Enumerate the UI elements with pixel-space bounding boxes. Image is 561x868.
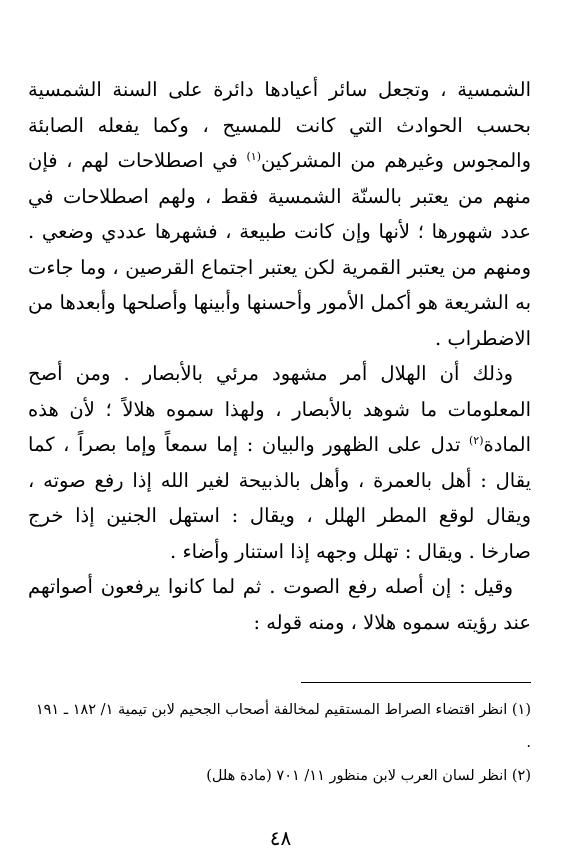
footnote-2: (٢) انظر لسان العرب لابن منظور ١١/ ٧٠١ (مادة هلل): [206, 768, 531, 784]
page-number: ٤٨: [269, 826, 292, 850]
paragraph-2: [28, 356, 531, 569]
paragraph-2-continued: تدل على الظهور والبيان : إما سمعاً وإما بصراً ، كما يقال : أهل بالعمرة ، وأهل بالذبيحة لغير الله إذا رفع صوته ، ويقال لوقع المطر الهلل ، ويقال : استهل الجنين إذا خرج صارخا . ويقال : تهلل وجهه إذا استنار وأضاء .: [28, 433, 531, 563]
body-text: [28, 72, 531, 640]
footnote-1: (١) انظر اقتضاء الصراط المستقيم لمخالفة أصحاب الجحيم لابن تيمية ١/ ١٨٢ ـ ١٩١ .: [35, 702, 531, 751]
footnotes: [28, 694, 531, 793]
paragraph-2-text: وذلك أن الهلال أمر مشهود مرئي بالأبصار . ومن أصح المعلومات ما شوهد بالأبصار ، ولهذا سموه هلالاً ؛ لأن هذه المادة: [28, 362, 531, 456]
main-text: [28, 72, 531, 640]
footnote-divider: [301, 682, 531, 683]
footnote-ref-2: (٢): [469, 434, 484, 447]
footnote-ref-1: (١): [246, 150, 261, 163]
paragraph-1-text: الشمسية ، وتجعل سائر أعيادها دائرة على السنة الشمسية بحسب الحوادث التي كانت للمسيح ، وكما يفعله الصابئة والمجوس وغيرهم من المشركين: [28, 78, 532, 172]
paragraph-1-continued: في اصطلاحات لهم ، فإن منهم من يعتبر بالسنّة الشمسية فقط ، ولهم اصطلاحات في عدد شهورها ؛ لأنها وإن كانت طبيعة ، فشهرها عددي وضعي . ومنهم من يعتبر القمرية لكن يعتبر اجتماع القرصين ، وما جاءت به الشريعة هو أكمل الأمور وأحسنها وأبينها وأصلحها وأبعدها من الاضطراب .: [28, 149, 531, 350]
paragraph-1: [28, 72, 531, 356]
paragraph-3: وقيل : إن أصله رفع الصوت . ثم لما كانوا يرفعون أصواتهم عند رؤيته سموه هلالا ، ومنه قوله :: [28, 575, 531, 634]
